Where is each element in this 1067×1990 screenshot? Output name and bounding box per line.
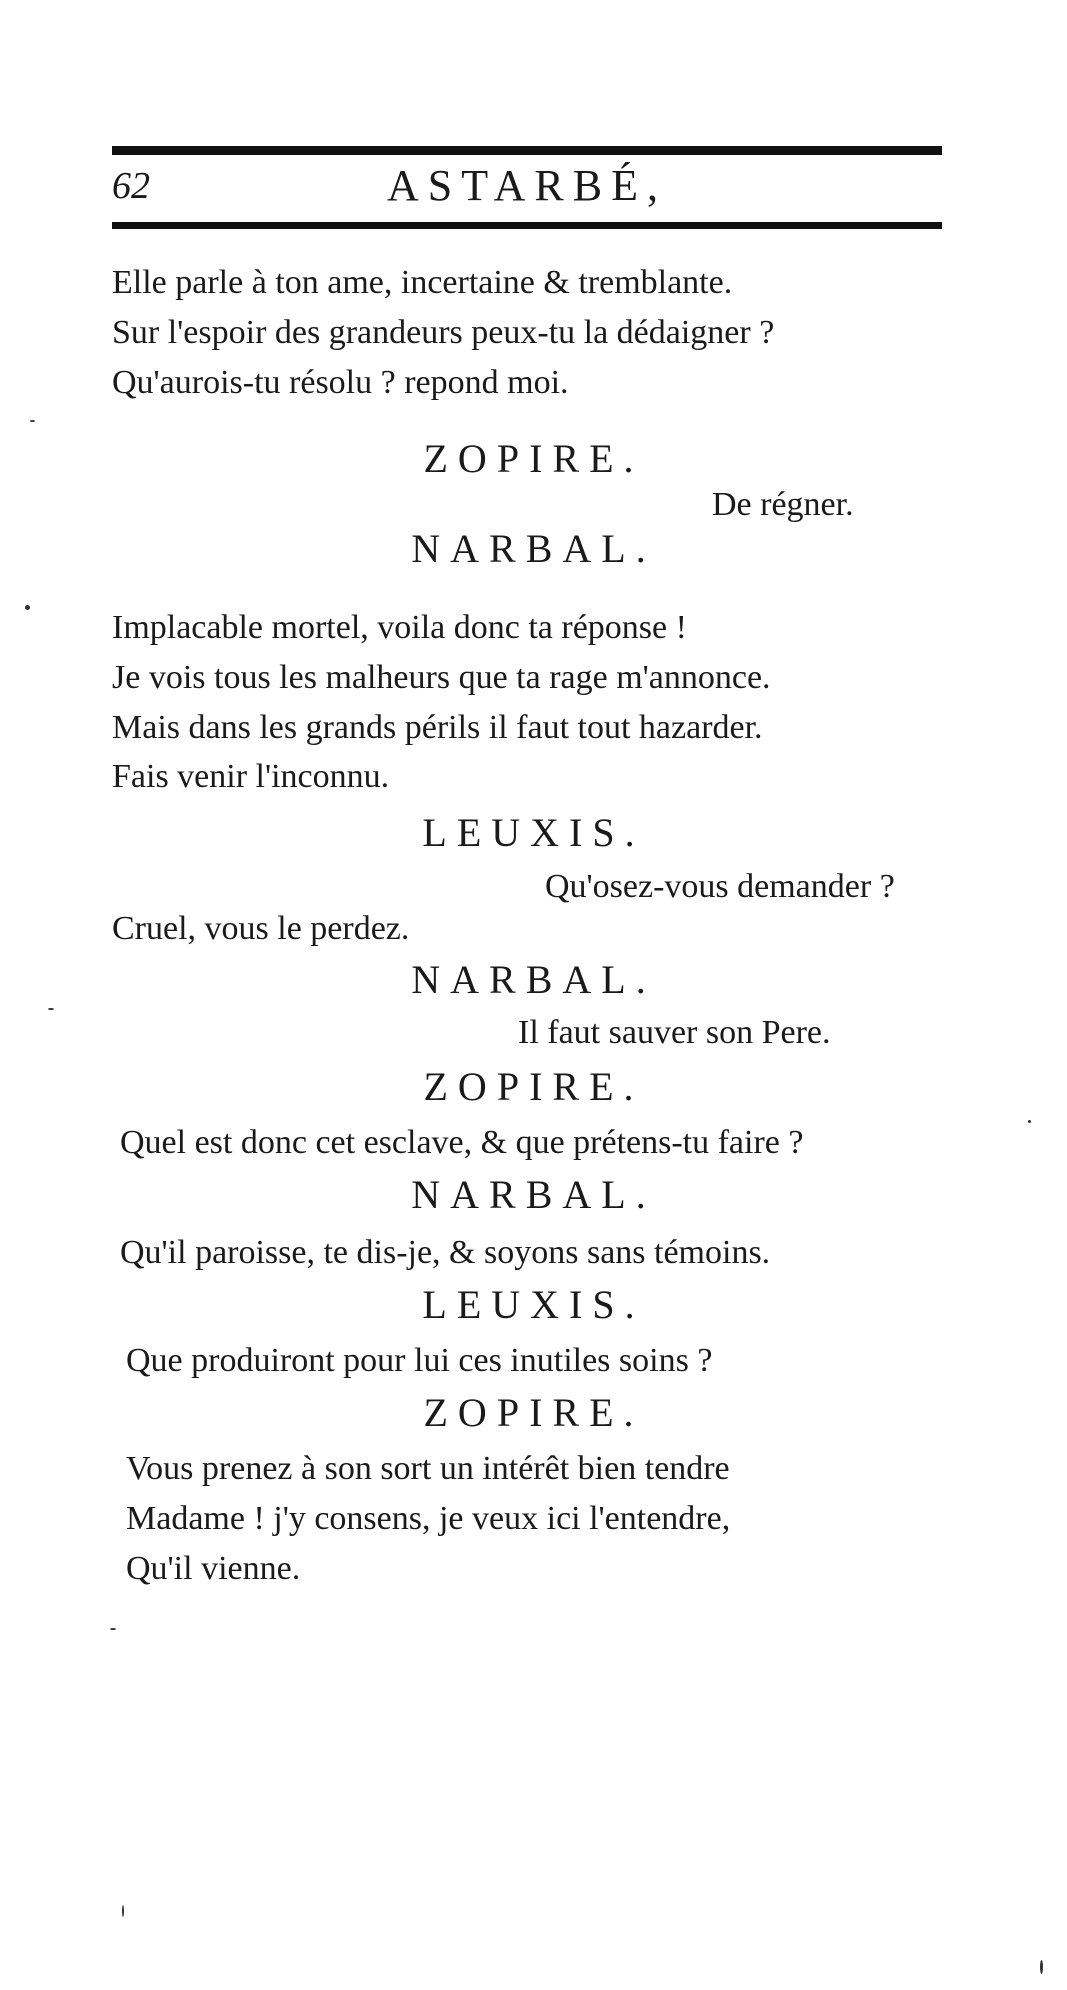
verse-line: Madame ! j'y consens, je veux ici l'entendre, — [126, 1500, 731, 1537]
page-number: 62 — [112, 165, 150, 207]
verse-line: Qu'aurois-tu résolu ? repond moi. — [112, 364, 569, 401]
verse-line: Vous prenez à son sort un intérêt bien tendre — [126, 1450, 730, 1487]
verse-line: Elle parle à ton ame, incertaine & tremblante. — [112, 264, 733, 301]
verse-line: Que produiront pour lui ces inutiles soins ? — [126, 1342, 713, 1379]
speaker-name: ZOPIRE. — [423, 436, 644, 481]
paper-speck — [30, 420, 35, 422]
speaker-name: ZOPIRE. — [423, 1390, 644, 1435]
verse-line: Implacable mortel, voila donc ta réponse ! — [112, 609, 687, 646]
verse-line: Il faut sauver son Pere. — [518, 1014, 831, 1051]
speaker-name: ZOPIRE. — [423, 1064, 644, 1109]
paper-speck — [110, 1628, 116, 1630]
running-head — [112, 160, 942, 220]
paper-speck — [1028, 1120, 1031, 1123]
verse-line: Qu'il vienne. — [126, 1550, 301, 1587]
speaker-name: NARBAL. — [411, 957, 656, 1002]
paper-speck — [1040, 1960, 1043, 1974]
paper-speck — [48, 1008, 54, 1010]
paper-speck — [25, 605, 30, 610]
verse-line: Quel est donc cet esclave, & que prétens-tu faire ? — [120, 1124, 804, 1161]
speaker-name: NARBAL. — [411, 526, 656, 571]
speaker-name: NARBAL. — [411, 1172, 656, 1217]
verse-line: De régner. — [712, 486, 854, 523]
paper-speck — [122, 1905, 124, 1917]
verse-line: Je vois tous les malheurs que ta rage m'annonce. — [112, 659, 771, 696]
verse-line: Qu'il paroisse, te dis-je, & soyons sans témoins. — [120, 1234, 771, 1271]
verse-line: Sur l'espoir des grandeurs peux-tu la dédaigner ? — [112, 314, 775, 351]
verse-line: Cruel, vous le perdez. — [112, 910, 410, 947]
header-rule-bottom — [112, 222, 942, 229]
verse-line: Qu'osez-vous demander ? — [545, 868, 895, 905]
running-title: ASTARBÉ, — [387, 161, 667, 210]
speaker-name: LEUXIS. — [422, 810, 645, 855]
verse-line: Mais dans les grands périls il faut tout hazarder. — [112, 709, 763, 746]
speaker-name: LEUXIS. — [422, 1282, 645, 1327]
header-rule-top — [112, 146, 942, 155]
verse-line: Fais venir l'inconnu. — [112, 758, 390, 795]
